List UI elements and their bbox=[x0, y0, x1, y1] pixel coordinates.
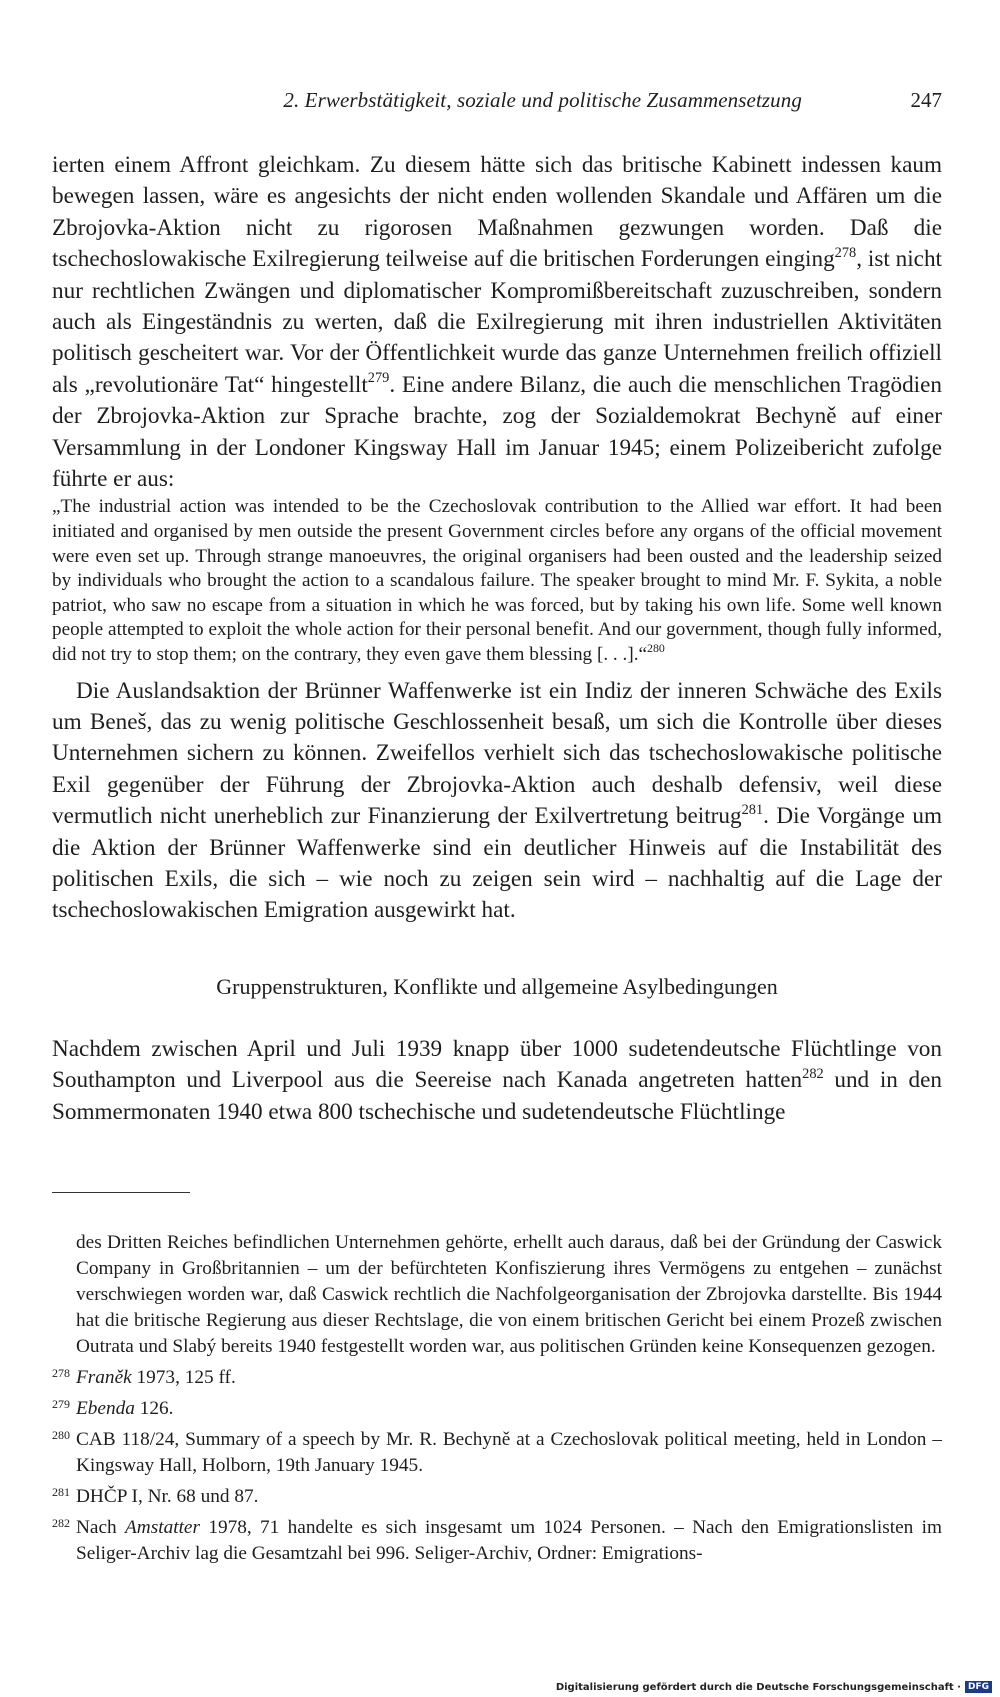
paragraph-3-part-a: Nachdem zwischen April und Juli 1939 knapp über 1000 sudetendeutsche Flüchtlinge von Southampton und Liverpool aus die Seereise nach Kanada angetreten hatten bbox=[52, 1035, 942, 1094]
footnotes bbox=[52, 1230, 942, 1567]
footnote-282 bbox=[52, 1510, 942, 1567]
footnote-number: 278 bbox=[52, 1366, 70, 1380]
block-quote bbox=[52, 495, 942, 667]
running-head-title: 2. Erwerbstätigkeit, soziale und politische Zusammensetzung bbox=[283, 88, 802, 112]
footnote-number: 281 bbox=[52, 1485, 70, 1499]
paragraph-1-part-a: ierten einem Affront gleichkam. Zu diesem hätte sich das britische Kabinett indessen kaum bewegen lassen, wäre es angesichts der nicht enden wollenden Skandale und Affären um die Zbrojovka-Aktion nicht zu rigorosen Maßnahmen gezwungen worden. Daß die tschechoslowakische Exilregierung teilweise auf die britischen Forderungen einging bbox=[52, 152, 942, 273]
footnote-author: Amstatter bbox=[125, 1517, 200, 1538]
footnote-280 bbox=[52, 1422, 942, 1479]
digitization-credit bbox=[556, 1679, 992, 1695]
footnote-ref-282[interactable]: 282 bbox=[802, 1065, 824, 1082]
footnote-281 bbox=[52, 1479, 942, 1510]
running-head bbox=[52, 88, 942, 118]
footnote-author: Franěk bbox=[76, 1367, 132, 1388]
footnote-279 bbox=[52, 1391, 942, 1422]
footnote-continued: des Dritten Reiches befindlichen Unternehmen gehörte, erhellt auch daraus, daß bei der Gründung der Caswick Company in Großbritannien – um der befürchteten Konfiszierung ihres Vermögens zu entgehen – zunächst verschwiegen worden war, daß Caswick rechtlich die Nachfolgeorganisation der Zbrojovka darstellte. Bis 1944 hat die britische Regierung aus dieser Rechtslage, die von einem britischen Gericht bei einem Prozeß zwischen Outrata und Slabý bereits 1940 festgestellt worden war, aus politischen Gründen keine Konsequenzen gezogen. bbox=[76, 1232, 942, 1357]
footnote-text: 1978, 71 handelte es sich insgesamt um 1024 Personen. – Nach den Emigrationslisten im Seliger-Archiv lag die Gesamtzahl bei 996. Seliger-Archiv, Ordner: Emigrations- bbox=[76, 1517, 942, 1564]
main-text bbox=[52, 150, 942, 1128]
footnote-text: 126. bbox=[134, 1398, 174, 1419]
footnote-number: 282 bbox=[52, 1516, 70, 1530]
footnote-divider bbox=[52, 1192, 190, 1193]
page-number: 247 bbox=[910, 88, 942, 112]
paragraph-2 bbox=[52, 676, 942, 927]
paragraph-2-part-a: Die Auslandsaktion der Brünner Waffenwerke ist ein Indiz der inneren Schwäche des Exils um Beneš, das zu wenig politische Geschlossenheit besaß, um sich die Kontrolle über dieses Unternehmen sichern zu können. Zweifellos verhielt sich das tschechoslowakische politische Exil gegenüber der Führung der Zbrojovka-Aktion auch deshalb defensiv, weil diese vermutlich nicht unerheblich zur Finanzierung der Exilvertretung beitrug bbox=[52, 677, 942, 830]
paragraph-1-part-b: , ist nicht nur rechtlichen Zwängen und diplomatischer Kompromißbereitschaft zuzuschreiben, sondern auch als Eingeständnis zu werten, daß die Exilregierung mit ihren industriellen Aktivitäten politisch gescheitert war. Vor der Öffentlichkeit wurde das ganze Unternehmen freilich offiziell als „revolutionäre Tat“ hingestellt bbox=[52, 246, 942, 398]
footnote-number: 280 bbox=[52, 1428, 70, 1442]
dfg-logo: DFG bbox=[965, 1681, 992, 1693]
paragraph-1 bbox=[52, 150, 942, 495]
paragraph-3-part-b: und in den Sommermonaten 1940 etwa 800 tschechische und sudetendeutsche Flüchtlinge bbox=[52, 1067, 942, 1125]
section-heading: Gruppenstrukturen, Konflikte und allgemeine Asylbedingungen bbox=[216, 973, 778, 999]
footnote-278 bbox=[52, 1360, 942, 1391]
footnote-ref-281[interactable]: 281 bbox=[741, 801, 764, 818]
quote-text: „The industrial action was intended to be the Czechoslovak contribution to the Allied war effort. It had been initiated and organised by men outside the present Government circles before any organs of the official movement were even set up. Through strange manoeuvres, the original organisers had been ousted and the leadership seized by individuals who brought the action to a scandalous failure. The speaker brought to mind Mr. F. Sykita, a noble patriot, who saw no escape from a situation in which he was forced, but by taking his own life. Some well known people attempted to exploit the whole action for their personal benefit. And our government, though fully informed, did not try to stop them; on the contrary, they even gave them blessing [. . .].“ bbox=[52, 496, 942, 666]
paragraph-1-part-c: . Eine andere Bilanz, die auch die menschlichen Tragödien der Zbrojovka-Aktion zur Sprache brachte, zog der Sozialdemokrat Bechyně auf einer Versammlung in der Londoner Kingsway Hall im Januar 1945; einem Polizeibericht zufolge führte er aus: bbox=[52, 371, 942, 493]
footnote-number: 279 bbox=[52, 1397, 70, 1411]
footnote-ref-278[interactable]: 278 bbox=[834, 244, 857, 261]
paragraph-3 bbox=[52, 1034, 942, 1128]
credit-text: Digitalisierung gefördert durch die Deutsche Forschungsgemeinschaft · bbox=[555, 1681, 961, 1693]
footnote-text: CAB 118/24, Summary of a speech by Mr. R. Bechyně at a Czechoslovak political meeting, held in London – Kingsway Hall, Holborn, 19th January 1945. bbox=[76, 1429, 942, 1476]
footnote-text: DHČP I, Nr. 68 und 87. bbox=[76, 1486, 259, 1507]
footnote-author: Ebenda bbox=[76, 1398, 135, 1419]
footnote-text: 1973, 125 ff. bbox=[131, 1367, 236, 1388]
footnote-ref-280[interactable]: 280 bbox=[647, 641, 665, 656]
footnote-ref-279[interactable]: 279 bbox=[367, 370, 390, 387]
footnote-text-pre: Nach bbox=[76, 1517, 126, 1538]
paragraph-2-part-b: . Die Vorgänge um die Aktion der Brünner Waffenwerke sind ein deutlicher Hinweis auf die Instabilität des politischen Exils, die sich – wie noch zu zeigen sein wird – nachhaltig auf die Lage der tschechoslowakischen Emigration ausgewirkt hat. bbox=[52, 803, 942, 924]
